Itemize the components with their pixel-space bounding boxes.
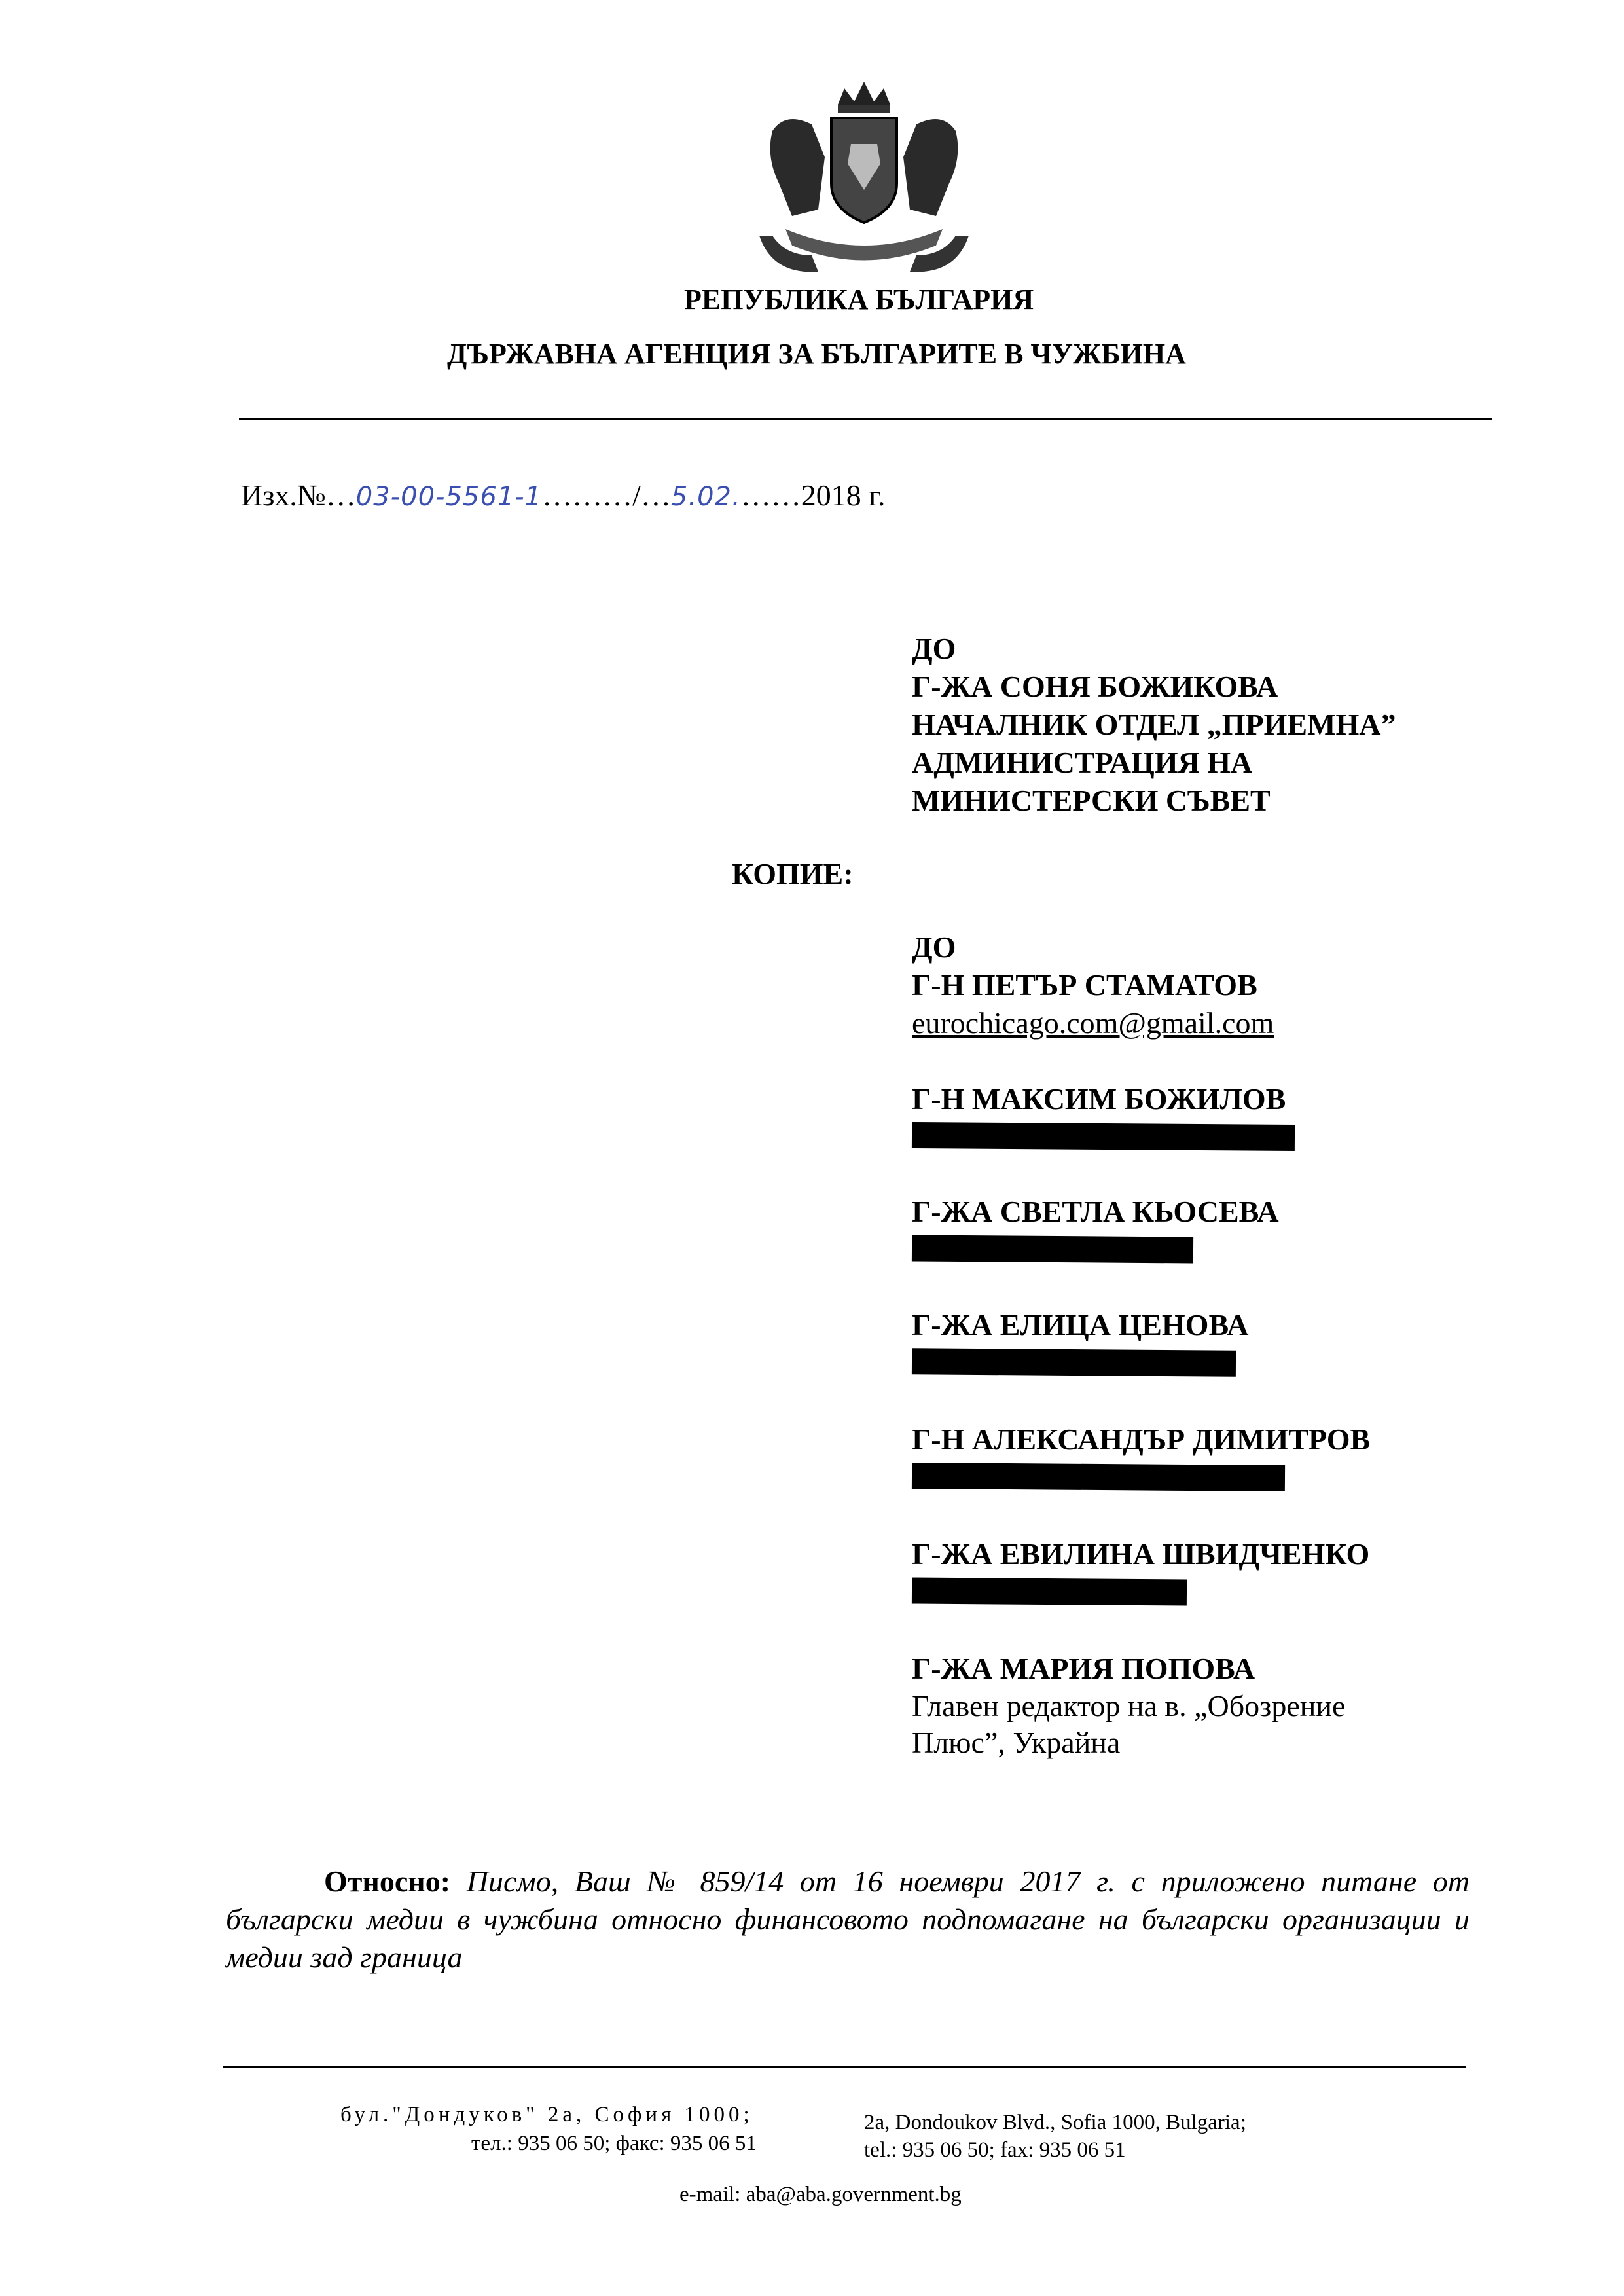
reference-date: 5.02. <box>670 482 741 512</box>
footer-phone-bg: тел.: 935 06 50; факс: 935 06 51 <box>471 2132 757 2155</box>
footer-address-bg: бул."Дондуков" 2а, София 1000; <box>340 2103 753 2126</box>
addressee-line: МИНИСТЕРСКИ СЪВЕТ <box>912 784 1271 817</box>
recipient-entry <box>912 1306 1248 1376</box>
agency-title: ДЪРЖАВНА АГЕНЦИЯ ЗА БЪЛГАРИТЕ В ЧУЖБИНА <box>447 338 1186 370</box>
recipient-entry <box>912 1080 1295 1150</box>
recipient-description: Плюс”, Украйна <box>912 1726 1121 1759</box>
recipient-email: eurochicago.com@gmail.com <box>912 1006 1274 1040</box>
recipient-entry <box>912 966 1274 1042</box>
recipient-name: Г-ЖА ЕЛИЦА ЦЕНОВА <box>912 1308 1249 1341</box>
addressee-line: НАЧАЛНИК ОТДЕЛ „ПРИЕМНА” <box>912 708 1396 741</box>
redacted-email <box>912 1463 1285 1491</box>
reference-separator: / <box>632 479 641 512</box>
recipient-name: Г-Н МАКСИМ БОЖИЛОВ <box>912 1082 1286 1116</box>
subject-paragraph <box>226 1863 1470 1977</box>
reference-number: 03-00-5561-1 <box>355 482 543 512</box>
reference-prefix: Изх.№ <box>241 479 326 512</box>
recipient-name: Г-ЖА ЕВИЛИНА ШВИДЧЕНКО <box>912 1537 1370 1571</box>
addressee-line: ДО <box>912 632 956 665</box>
redacted-email <box>912 1235 1193 1263</box>
recipient-entry <box>912 1193 1279 1262</box>
redacted-email <box>912 1578 1187 1606</box>
addressee-line: АДМИНИСТРАЦИЯ НА <box>912 746 1253 779</box>
copy-label: КОПИЕ: <box>732 857 854 890</box>
addressee-block <box>912 630 1396 820</box>
redacted-email <box>912 1122 1295 1151</box>
recipient-name: Г-Н АЛЕКСАНДЪР ДИМИТРОВ <box>912 1423 1371 1456</box>
footer-divider <box>223 2066 1466 2068</box>
recipient-description: Главен редактор на в. „Обозрение <box>912 1689 1346 1722</box>
recipient-name: Г-ЖА МАРИЯ ПОПОВА <box>912 1652 1255 1685</box>
footer-address-en: 2a, Dondoukov Blvd., Sofia 1000, Bulgaria; <box>864 2111 1246 2134</box>
subject-text: Писмо, Ваш № 859/14 от 16 ноември 2017 г. с приложено питане от български медии в чужбина относно финансовото подпомагане на български организации и медии зад граница <box>226 1865 1470 1974</box>
header-divider <box>239 418 1492 420</box>
recipient-name: Г-ЖА СВЕТЛА КЬОСЕВА <box>912 1195 1279 1228</box>
redacted-email <box>912 1348 1236 1376</box>
recipient-entry <box>912 1650 1345 1761</box>
footer-phone-en: tel.: 935 06 50; fax: 935 06 51 <box>864 2138 1126 2162</box>
recipient-name: Г-Н ПЕТЪР СТАМАТОВ <box>912 968 1257 1002</box>
outgoing-reference-line: Изх.№…03-00-5561-1………/…5.02.……2018 г. <box>241 479 886 512</box>
reference-year: 2018 г. <box>801 479 886 512</box>
subject-label: Относно: <box>324 1865 451 1898</box>
country-title: РЕПУБЛИКА БЪЛГАРИЯ <box>684 283 1034 316</box>
footer-email: e-mail: aba@aba.government.bg <box>679 2183 962 2206</box>
recipient-entry <box>912 1421 1370 1490</box>
coat-of-arms-emblem <box>746 79 982 282</box>
copy-to-label: ДО <box>912 930 956 964</box>
addressee-line: Г-ЖА СОНЯ БОЖИКОВА <box>912 670 1278 703</box>
recipient-entry <box>912 1535 1369 1605</box>
